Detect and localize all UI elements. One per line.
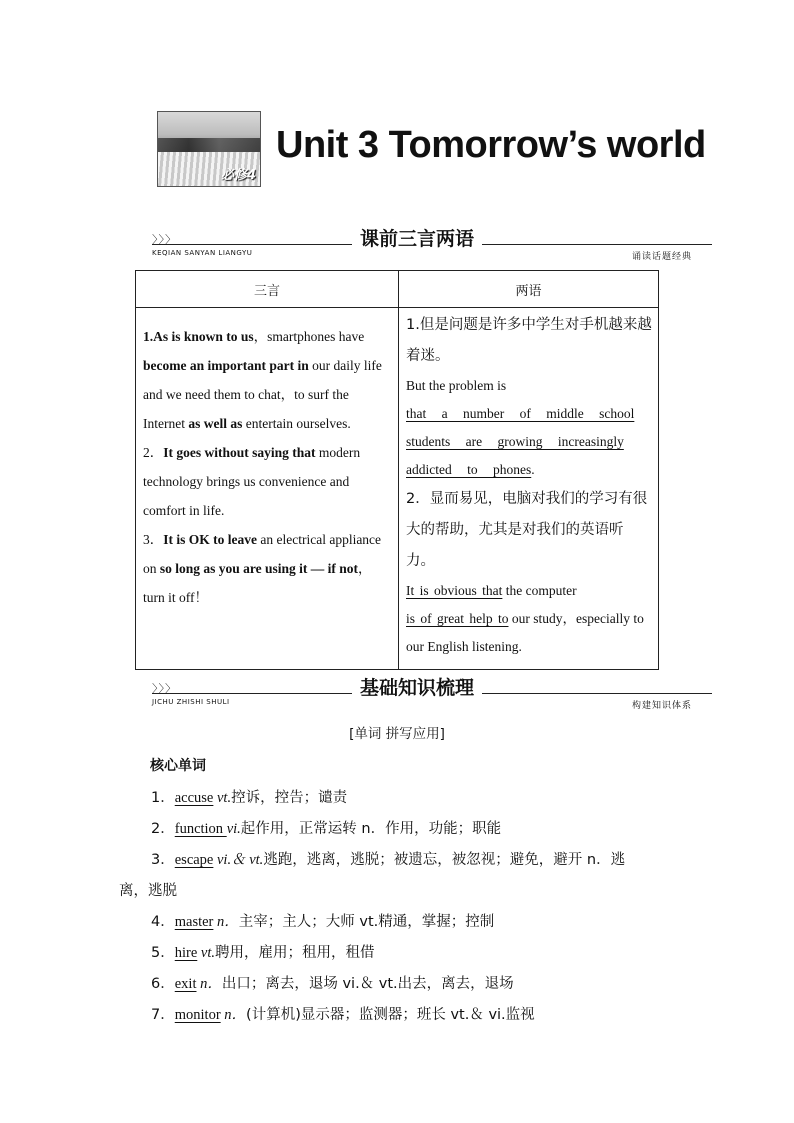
right-r1-chinese: 1.但是问题是许多中学生对手机越来越着迷。 xyxy=(406,317,652,364)
right-r1-english-underlined: that a number of middle school students are growing increasingly addicted to phones xyxy=(406,406,635,477)
vocab-num: 6． xyxy=(151,976,175,992)
left-s1-bold2: become an important part in xyxy=(143,358,309,373)
vocab-pos: n． xyxy=(196,976,222,992)
vocab-pos: n． xyxy=(220,1007,247,1023)
vocab-word: exit xyxy=(174,976,197,992)
vocab-def: 逃跑，逃离，逃脱；被遗忘，被忽视；避免，避开 n．逃 xyxy=(263,852,626,868)
unit-title: Unit 3 Tomorrow’s world xyxy=(276,124,706,166)
vocab-word: function xyxy=(174,821,227,837)
vocab-item xyxy=(151,972,514,993)
right-r2-underlined1: It is obvious that xyxy=(406,583,503,598)
left-s3-text1: an electrical appliance on xyxy=(143,532,382,576)
left-s1-text3: entertain ourselves. xyxy=(242,416,351,431)
left-s1-bold1: 1.As is known to us xyxy=(143,329,254,344)
section1-pinyin: KEQIAN SANYAN LIANGYU xyxy=(152,249,253,257)
left-s1-bold3: as well as xyxy=(188,416,243,431)
left-s3-bold1: It is OK to leave xyxy=(163,532,257,547)
section2-title: 基础知识梳理 xyxy=(352,673,482,700)
core-words-heading: 核心单词 xyxy=(150,758,206,774)
section1-title: 课前三言两语 xyxy=(352,224,482,251)
vocab-word: monitor xyxy=(174,1007,221,1023)
vocab-pos: vt. xyxy=(213,790,232,806)
section1-right-label: 诵读话题经典 xyxy=(632,252,693,262)
vocab-pos: n． xyxy=(213,914,239,930)
vocab-num: 3． xyxy=(151,852,175,868)
vocab-word: hire xyxy=(174,945,198,961)
vocab-def: 出口；离去，退场 vi.＆ vt.出去，离去，退场 xyxy=(221,976,514,992)
right-r1-english-end: . xyxy=(531,462,535,477)
left-s3-text2: ，turn it off！ xyxy=(143,561,372,605)
vocab-pos: vt. xyxy=(197,945,215,961)
vocab-def: (计算机)显示器；监测器；班长 vt.＆ vi.监视 xyxy=(246,1007,535,1023)
vocab-def: 起作用，正常运转 n．作用，功能；职能 xyxy=(240,821,502,837)
vocab-pos: vi. xyxy=(226,821,241,837)
vocab-def: 主宰；主人；大师 vt.精通，掌握；控制 xyxy=(238,914,495,930)
section1-chevrons: 〉〉〉 xyxy=(152,233,177,246)
table-cell-right xyxy=(399,308,659,670)
section2-right-label: 构建知识体系 xyxy=(632,701,693,711)
right-r2-underlined2: is of great help to xyxy=(406,611,509,626)
table-header-col1: 三言 xyxy=(136,271,399,308)
left-s3-num: 3． xyxy=(143,532,164,547)
section2-chevrons: 〉〉〉 xyxy=(152,682,177,695)
left-s1-text2: our daily life and we need them to chat，to surf the Internet xyxy=(143,358,382,431)
vocab-num: 5． xyxy=(151,945,175,961)
expressions-table xyxy=(135,270,659,670)
vocab-item xyxy=(151,1003,535,1024)
vocab-word: master xyxy=(174,914,214,930)
left-s2-text: modern technology brings us convenience and comfort in life. xyxy=(143,445,361,518)
vocab-item xyxy=(151,910,494,931)
vocab-item xyxy=(151,941,375,962)
vocab-word: escape xyxy=(174,852,214,868)
table-cell-left xyxy=(136,308,399,670)
vocab-item xyxy=(151,817,501,838)
vocab-item xyxy=(151,848,625,869)
unit-badge-image xyxy=(157,111,261,187)
right-r2-chinese: 2．显而易见，电脑对我们的学习有很大的帮助，尤其是对我们的英语听力。 xyxy=(406,491,648,569)
vocab-pos: vi.＆ vt. xyxy=(213,852,264,868)
vocab-item3-continuation: 离，逃脱 xyxy=(119,883,177,899)
right-r2-text1: the computer xyxy=(502,583,577,598)
left-s2-bold: It goes without saying that xyxy=(163,445,316,460)
right-r2-text2: our study，especially to our English listening. xyxy=(406,611,644,654)
vocab-num: 2． xyxy=(151,821,175,837)
vocab-num: 1． xyxy=(151,790,175,806)
right-r1-english-start: But the problem is xyxy=(406,378,507,393)
table-header-col2: 两语 xyxy=(399,271,659,308)
vocab-def: 控诉，控告；谴责 xyxy=(231,790,348,806)
vocab-sub-heading: [单词 拼写应用] xyxy=(349,726,445,742)
left-s2-num: 2． xyxy=(143,445,164,460)
section2-pinyin: JICHU ZHISHI SHULI xyxy=(152,698,230,706)
vocab-word: accuse xyxy=(174,790,214,806)
vocab-def: 聘用，雇用；租用，租借 xyxy=(215,945,375,961)
vocab-num: 7． xyxy=(151,1007,175,1023)
badge-label: 必修4 xyxy=(220,168,256,183)
left-s1-text1: ，smartphones have xyxy=(253,329,365,344)
vocab-item xyxy=(151,786,347,807)
left-s3-bold2: so long as you are using it — if not xyxy=(159,561,359,576)
vocab-num: 4． xyxy=(151,914,175,930)
